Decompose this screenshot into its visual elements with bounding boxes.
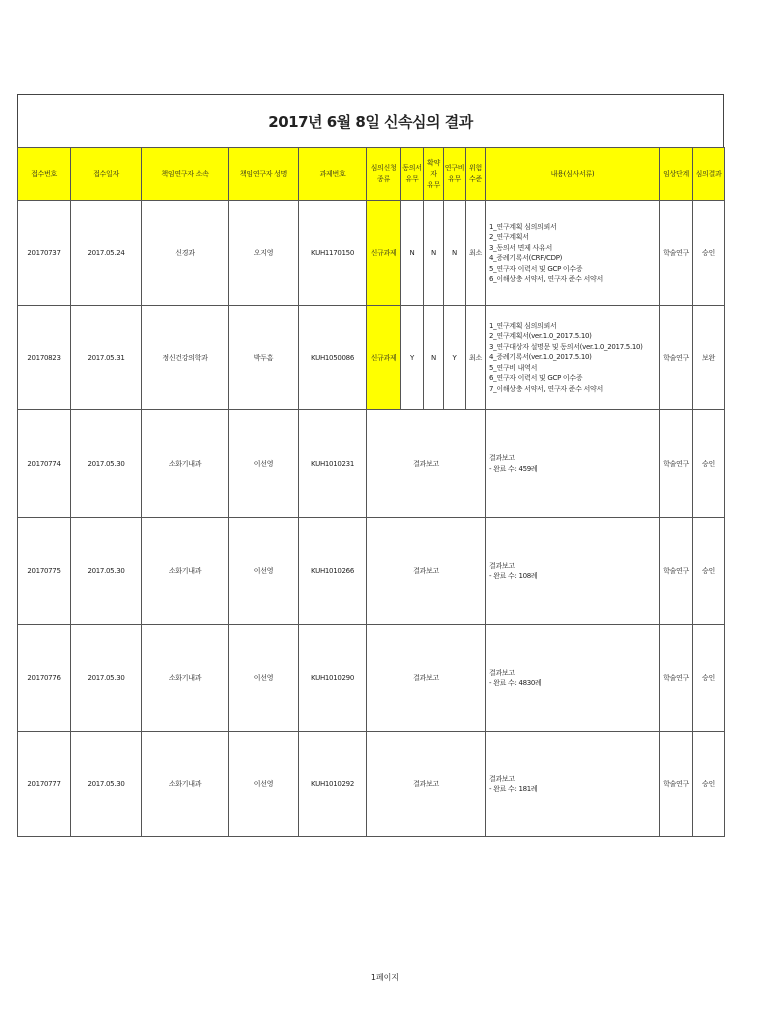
result-cell: 승인 xyxy=(693,625,725,732)
receipt-date-cell: 2017.05.24 xyxy=(71,201,142,306)
table-row xyxy=(18,410,725,518)
brochure-cell: N xyxy=(424,306,444,410)
review-type-cell: 결과보고 xyxy=(367,625,486,732)
phase-cell: 학술연구 xyxy=(660,625,693,732)
results-table xyxy=(17,147,725,837)
table-row xyxy=(18,518,725,625)
pi-affiliation-cell: 신경과 xyxy=(142,201,229,306)
project-no-cell: KUH1050086 xyxy=(299,306,367,410)
receipt-no-cell: 20170823 xyxy=(18,306,71,410)
content-cell: 1_연구계획 심의의뢰서 2_연구계획서 3_동의서 면제 사유서 4_증례기록서(CRF/CDP) 5_연구자 이력서 및 GCP 이수증 6_이해상충 서약서, 연구자 준수 서약서 xyxy=(486,201,660,306)
pi-affiliation-cell: 소화기내과 xyxy=(142,410,229,518)
header-brochure: 확약자 유무 xyxy=(424,148,444,201)
content-cell: 결과보고 - 완료 수: 4830례 xyxy=(486,625,660,732)
phase-cell: 학술연구 xyxy=(660,306,693,410)
header-receipt-date: 접수일자 xyxy=(71,148,142,201)
header-project-no: 과제번호 xyxy=(299,148,367,201)
header-pi-name: 책임연구자 성명 xyxy=(229,148,299,201)
content-cell: 결과보고 - 완료 수: 459례 xyxy=(486,410,660,518)
review-type-cell: 신규과제 xyxy=(367,306,401,410)
receipt-no-cell: 20170774 xyxy=(18,410,71,518)
receipt-no-cell: 20170776 xyxy=(18,625,71,732)
page-number: 1페이지 xyxy=(370,973,400,982)
header-fund: 연구비 유무 xyxy=(444,148,466,201)
content-cell: 결과보고 - 완료 수: 108례 xyxy=(486,518,660,625)
receipt-date-cell: 2017.05.30 xyxy=(71,518,142,625)
receipt-date-cell: 2017.05.30 xyxy=(71,732,142,837)
pi-affiliation-cell: 소화기내과 xyxy=(142,625,229,732)
result-cell: 승인 xyxy=(693,518,725,625)
review-type-cell: 신규과제 xyxy=(367,201,401,306)
header-risk: 위험 수준 xyxy=(466,148,486,201)
header-pi-affiliation: 책임연구자 소속 xyxy=(142,148,229,201)
pi-affiliation-cell: 소화기내과 xyxy=(142,732,229,837)
consent-cell: N xyxy=(401,201,424,306)
risk-cell: 최소 xyxy=(466,306,486,410)
risk-cell: 최소 xyxy=(466,201,486,306)
table-row xyxy=(18,732,725,837)
fund-cell: Y xyxy=(444,306,466,410)
table-row xyxy=(18,306,725,410)
pi-name-cell: 이선영 xyxy=(229,518,299,625)
project-no-cell: KUH1010266 xyxy=(299,518,367,625)
pi-name-cell: 이선영 xyxy=(229,410,299,518)
pi-name-cell: 이선영 xyxy=(229,625,299,732)
receipt-no-cell: 20170737 xyxy=(18,201,71,306)
review-type-cell: 결과보고 xyxy=(367,410,486,518)
result-cell: 승인 xyxy=(693,410,725,518)
content-cell: 결과보고 - 완료 수: 181례 xyxy=(486,732,660,837)
pi-name-cell: 오지영 xyxy=(229,201,299,306)
result-cell: 승인 xyxy=(693,732,725,837)
project-no-cell: KUH1010292 xyxy=(299,732,367,837)
fund-cell: N xyxy=(444,201,466,306)
header-phase: 임상단계 xyxy=(660,148,693,201)
pi-name-cell: 이선영 xyxy=(229,732,299,837)
content-cell: 1_연구계획 심의의뢰서 2_연구계획서(ver.1.0_2017.5.10) 3_연구대상자 설명문 및 동의서(ver.1.0_2017.5.10) 4_증례기록서(ver.1.0_2017.5.10) 5_연구비 내역서 6_연구자 이력서 및 GCP 이수증 7_이해상충 서약서, 연구자 준수 서약서 xyxy=(486,306,660,410)
phase-cell: 학술연구 xyxy=(660,201,693,306)
receipt-date-cell: 2017.05.31 xyxy=(71,306,142,410)
header-consent: 동의서 유무 xyxy=(401,148,424,201)
receipt-no-cell: 20170777 xyxy=(18,732,71,837)
phase-cell: 학술연구 xyxy=(660,732,693,837)
phase-cell: 학술연구 xyxy=(660,410,693,518)
table-row xyxy=(18,625,725,732)
header-review-type: 심의신청 종류 xyxy=(367,148,401,201)
page-title: 2017년 6월 8일 신속심의 결과 xyxy=(17,94,724,147)
project-no-cell: KUH1010231 xyxy=(299,410,367,518)
project-no-cell: KUH1010290 xyxy=(299,625,367,732)
pi-name-cell: 박두흠 xyxy=(229,306,299,410)
receipt-date-cell: 2017.05.30 xyxy=(71,410,142,518)
result-cell: 승인 xyxy=(693,201,725,306)
review-type-cell: 결과보고 xyxy=(367,518,486,625)
result-cell: 보완 xyxy=(693,306,725,410)
review-results-sheet xyxy=(17,94,724,837)
brochure-cell: N xyxy=(424,201,444,306)
project-no-cell: KUH1170150 xyxy=(299,201,367,306)
table-row xyxy=(18,201,725,306)
consent-cell: Y xyxy=(401,306,424,410)
header-content: 내용(심사서류) xyxy=(486,148,660,201)
phase-cell: 학술연구 xyxy=(660,518,693,625)
review-type-cell: 결과보고 xyxy=(367,732,486,837)
header-row xyxy=(18,148,725,201)
pi-affiliation-cell: 정신건강의학과 xyxy=(142,306,229,410)
header-receipt-no: 접수번호 xyxy=(18,148,71,201)
pi-affiliation-cell: 소화기내과 xyxy=(142,518,229,625)
receipt-no-cell: 20170775 xyxy=(18,518,71,625)
header-result: 심의결과 xyxy=(693,148,725,201)
receipt-date-cell: 2017.05.30 xyxy=(71,625,142,732)
